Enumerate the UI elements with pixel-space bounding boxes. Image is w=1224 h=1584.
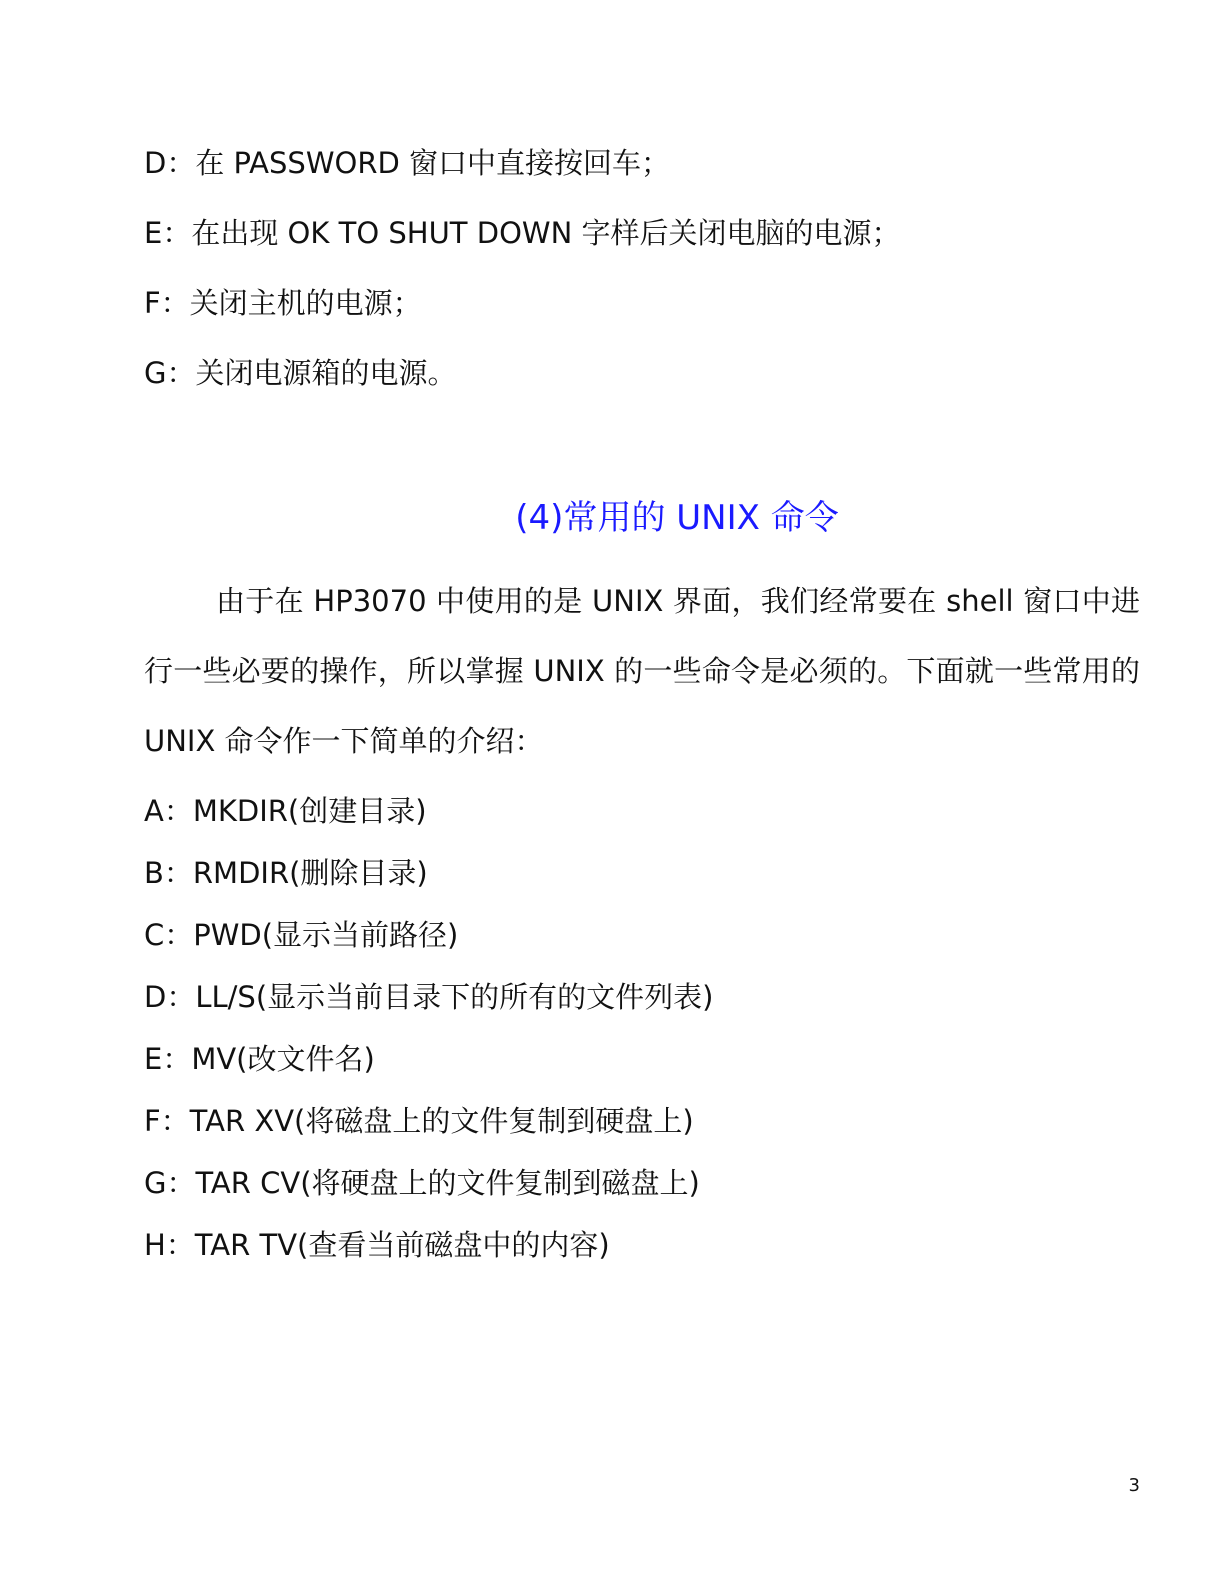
shutdown-step-d: D：在 PASSWORD 窗口中直接按回车；	[144, 146, 671, 180]
command-pwd: C：PWD(显示当前路径)	[144, 918, 459, 952]
shutdown-step-f: F：关闭主机的电源；	[144, 286, 422, 320]
section-heading: (4)常用的 UNIX 命令	[515, 498, 839, 538]
command-mkdir: A：MKDIR(创建目录)	[144, 794, 427, 828]
command-ll: D：LL/S(显示当前目录下的所有的文件列表)	[144, 980, 714, 1014]
intro-paragraph: 由于在 HP3070 中使用的是 UNIX 界面，我们经常要在 shell 窗口中进行一些必要的操作，所以掌握 UNIX 的一些命令是必须的。下面就一些常用的 UNIX 命令作一下简单的介绍：	[144, 584, 1140, 758]
command-tar-tv: H：TAR TV(查看当前磁盘中的内容)	[144, 1228, 610, 1262]
command-tar-cv: G：TAR CV(将硬盘上的文件复制到磁盘上)	[144, 1166, 700, 1200]
page-number: 3	[1128, 1475, 1140, 1496]
command-tar-xv: F：TAR XV(将磁盘上的文件复制到硬盘上)	[144, 1104, 694, 1138]
shutdown-step-e: E：在出现 OK TO SHUT DOWN 字样后关闭电脑的电源；	[144, 216, 901, 250]
shutdown-step-g: G：关闭电源箱的电源。	[144, 356, 457, 390]
command-rmdir: B：RMDIR(删除目录)	[144, 856, 428, 890]
command-mv: E：MV(改文件名)	[144, 1042, 375, 1076]
